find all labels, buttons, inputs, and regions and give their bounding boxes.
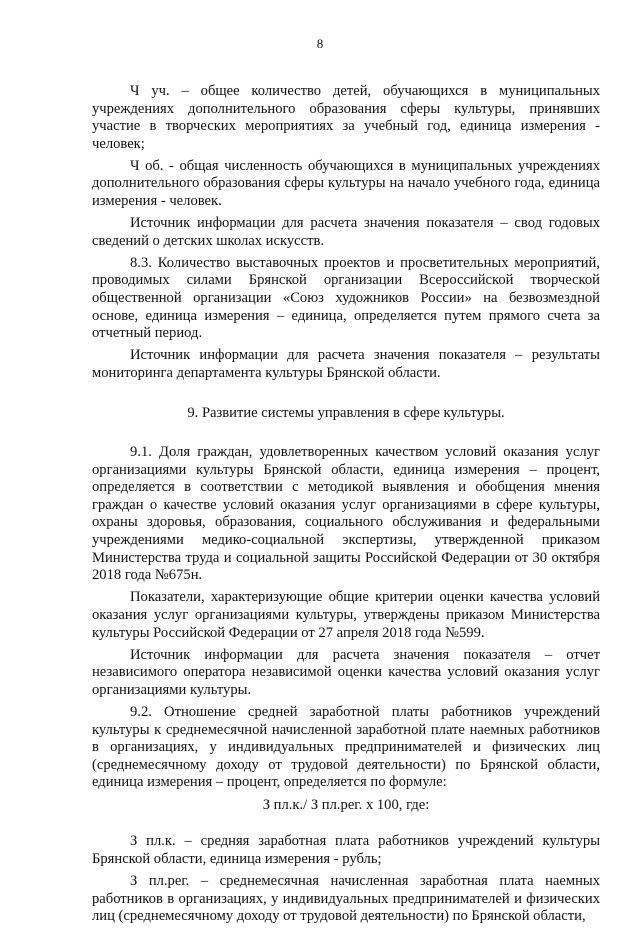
section-heading-9: 9. Развитие системы управления в сфере культуры. xyxy=(187,404,505,421)
paragraph-source-monitoring: Источник информации для расчета значения показателя – результаты мониторинга департамента культуры Брянской области. xyxy=(92,347,600,381)
paragraph-9-2: 9.2. Отношение средней заработной платы работников учреждений культуры к среднемесячной начисленной заработной плате наемных работников в организациях, у индивидуальных предпринимателей и физических лиц (среднемесячному доходу от трудовой деятельности) по Брянской области, единица измерения – процент, определяется по формуле: xyxy=(92,703,600,791)
page-number: 8 xyxy=(316,36,324,51)
paragraph-zpl-reg: З пл.рег. – среднемесячная начисленная заработная плата наемных работников в организациях, у индивидуальных предпринимателей и физических лиц (среднемесячному доходу от трудовой деятельности) по Брянской области, xyxy=(92,873,600,925)
paragraph-9-1: 9.1. Доля граждан, удовлетворенных качеством условий оказания услуг организациями культуры Брянской области, единица измерения – процент, определяется в соответствии с методикой выявления и обобщения мнения граждан о качестве условий оказания услуг организациями в сфере культуры, охраны здоровья, образования, социального обслуживания и федеральными учреждениями медико-социальной экспертизы, утвержденной приказом Министерства труда и социальной защиты Российской Федерации от 30 октября 2018 года №675н. xyxy=(92,444,600,584)
formula: З пл.к./ З пл.рег. х 100, где: xyxy=(262,796,430,813)
paragraph-criteria: Показатели, характеризующие общие критерии оценки качества условий оказания услуг организациями культуры, утверждены приказом Министерства культуры Российской Федерации от 27 апреля 2018 года №599. xyxy=(92,589,600,641)
document-body xyxy=(92,83,600,930)
paragraph-source-art-schools: Источник информации для расчета значения показателя – свод годовых сведений о детских школах искусств. xyxy=(92,215,600,249)
paragraph-8-3: 8.3. Количество выставочных проектов и просветительных мероприятий, проводимых силами Брянской организации Всероссийской творческой общественной организации «Союз художников России» на безвозмездной основе, единица измерения – единица, определяется путем прямого счета за отчетный период. xyxy=(92,254,600,342)
paragraph-source-operator: Источник информации для расчета значения показателя – отчет независимого оператора независимой оценки качества условий оказания услуг организациями культуры. xyxy=(92,646,600,698)
paragraph-zpl-k: З пл.к. – средняя заработная плата работников учреждений культуры Брянской области, единица измерения - рубль; xyxy=(92,833,600,868)
paragraph-ch-uch: Ч уч. – общее количество детей, обучающихся в муниципальных учреждениях дополнительного образования сферы культуры, принявших участие в творческих мероприятиях за учебный год, единица измерения - человек; xyxy=(92,83,600,152)
paragraph-ch-ob: Ч об. - общая численность обучающихся в муниципальных учреждениях дополнительного образования сферы культуры на начало учебного года, единица измерения - человек. xyxy=(92,157,600,210)
